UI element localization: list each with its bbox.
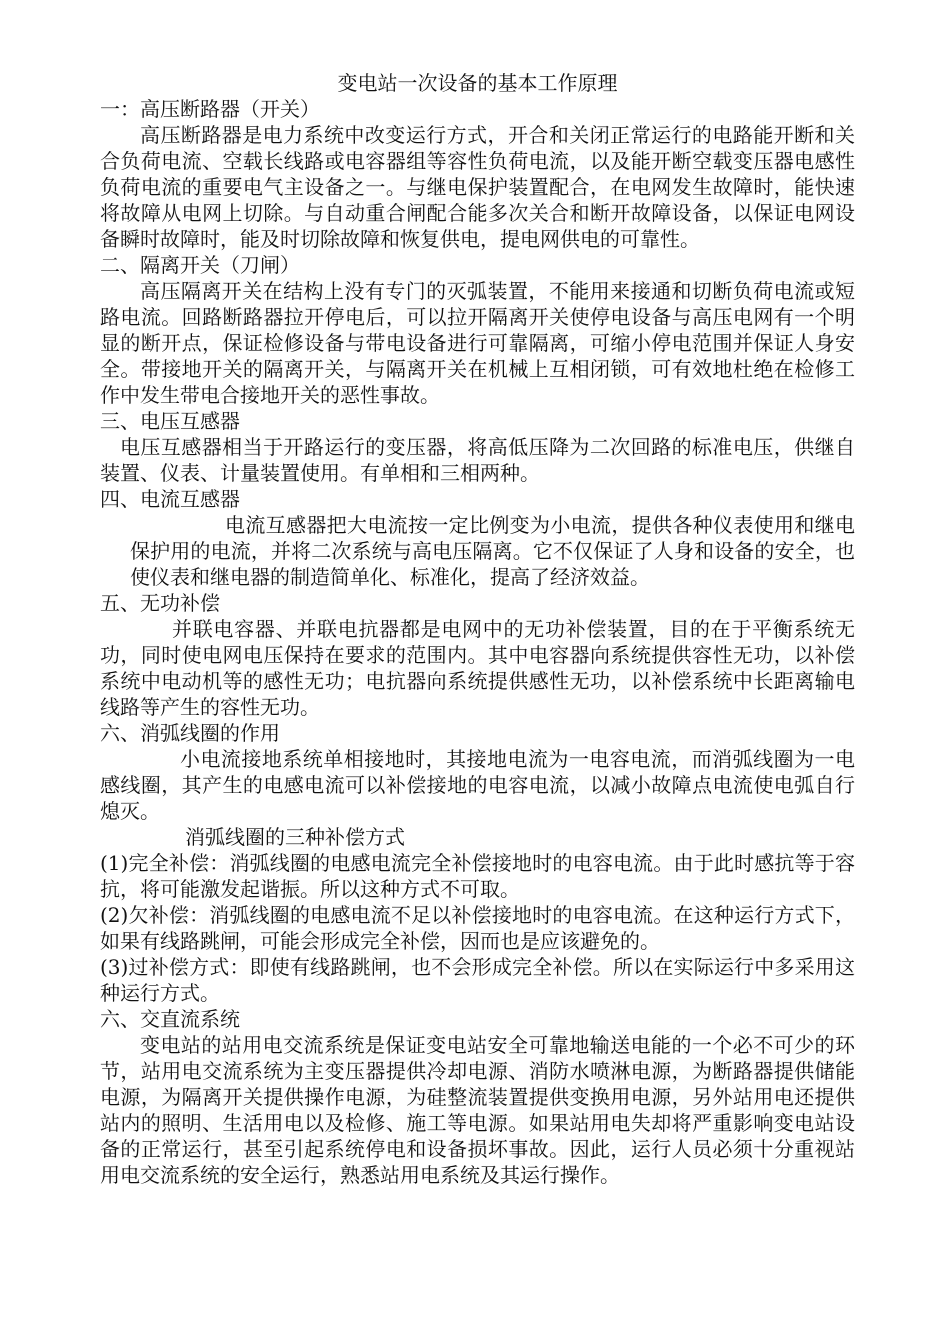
document-title: 变电站一次设备的基本工作原理 [337, 71, 618, 95]
section-heading: 六、交直流系统 [100, 1007, 240, 1031]
section-voltage-transformer [100, 408, 855, 486]
section-reactive-compensation [100, 590, 855, 720]
section-heading: 五、无功补偿 [100, 591, 220, 615]
section-current-transformer [100, 486, 855, 590]
section-subheading: 消弧线圈的三种补偿方式 [185, 825, 405, 849]
section-paragraph: 变电站的站用电交流系统是保证变电站安全可靠地输送电能的一个必不可少的环节，站用电交流系统为主变压器提供冷却电源、消防水喷淋电源，为断路器提供储能电源，为隔离开关提供操作电源，为硅整流装置提供变换用电源，另外站用电还提供站内的照明、生活用电以及检修、施工等电源。如果站用电失却将严重影响变电站设备的正常运行，甚至引起系统停电和设备损坏事故。因此，运行人员必须十分重视站用电交流系统的安全运行，熟悉站用电系统及其运行操作。 [100, 1033, 855, 1187]
list-item: (2)欠补偿：消弧线圈的电感电流不足以补偿接地时的电容电流。在这种运行方式下，如果有线路跳闸，可能会形成完全补偿，因而也是应该避免的。 [100, 903, 855, 953]
list-item: (1)完全补偿：消弧线圈的电感电流完全补偿接地时的电容电流。由于此时感抗等于容抗，将可能激发起谐振。所以这种方式不可取。 [100, 851, 855, 901]
section-paragraph: 电压互感器相当于开路运行的变压器，将高低压降为二次回路的标准电压，供继自装置、仪表、计量装置使用。有单相和三相两种。 [100, 435, 855, 485]
section-heading: 六、消弧线圈的作用 [100, 721, 280, 745]
section-heading: 一：高压断路器（开关） [100, 97, 320, 121]
section-arc-suppression-coil [100, 720, 855, 1006]
section-heading: 三、电压互感器 [100, 409, 240, 433]
section-paragraph: 高压隔离开关在结构上没有专门的灭弧装置，不能用来接通和切断负荷电流或短路电流。回路断路器拉开停电后，可以拉开隔离开关使停电设备与高压电网有一个明显的断开点，保证检修设备与带电设备进行可靠隔离，可缩小停电范围并保证人身安全。带接地开关的隔离开关，与隔离开关在机械上互相闭锁，可有效地杜绝在检修工作中发生带电合接地开关的恶性事故。 [100, 279, 855, 407]
section-disconnector [100, 252, 855, 408]
section-circuit-breaker [100, 96, 855, 252]
section-ac-dc-system [100, 1006, 855, 1188]
section-heading: 二、隔离开关（刀闸） [100, 253, 300, 277]
section-paragraph: 并联电容器、并联电抗器都是电网中的无功补偿装置，目的在于平衡系统无功，同时使电网电压保持在要求的范围内。其中电容器向系统提供容性无功，以补偿系统中电动机等的感性无功；电抗器向系统提供感性无功，以补偿系统中长距离输电线路等产生的容性无功。 [100, 617, 855, 719]
section-paragraph: 高压断路器是电力系统中改变运行方式，开合和关闭正常运行的电路能开断和关合负荷电流、空载长线路或电容器组等容性负荷电流，以及能开断空载变压器电感性负荷电流的重要电气主设备之一。与继电保护装置配合，在电网发生故障时，能快速将故障从电网上切除。与自动重合闸配合能多次关合和断开故障设备，以保证电网设备瞬时故障时，能及时切除故障和恢复供电，提电网供电的可靠性。 [100, 123, 855, 251]
document-page [100, 70, 855, 1188]
list-item: (3)过补偿方式：即使有线路跳闸，也不会形成完全补偿。所以在实际运行中多采用这种运行方式。 [100, 955, 855, 1005]
section-paragraph: 电流互感器把大电流按一定比例变为小电流，提供各种仪表使用和继电保护用的电流，并将二次系统与高电压隔离。它不仅保证了人身和设备的安全，也使仪表和继电器的制造简单化、标准化，提高了经济效益。 [130, 513, 855, 589]
section-heading: 四、电流互感器 [100, 487, 240, 511]
section-paragraph: 小电流接地系统单相接地时，其接地电流为一电容电流，而消弧线圈为一电感线圈，其产生的电感电流可以补偿接地的电容电流，以减小故障点电流使电弧自行熄灭。 [100, 747, 855, 823]
